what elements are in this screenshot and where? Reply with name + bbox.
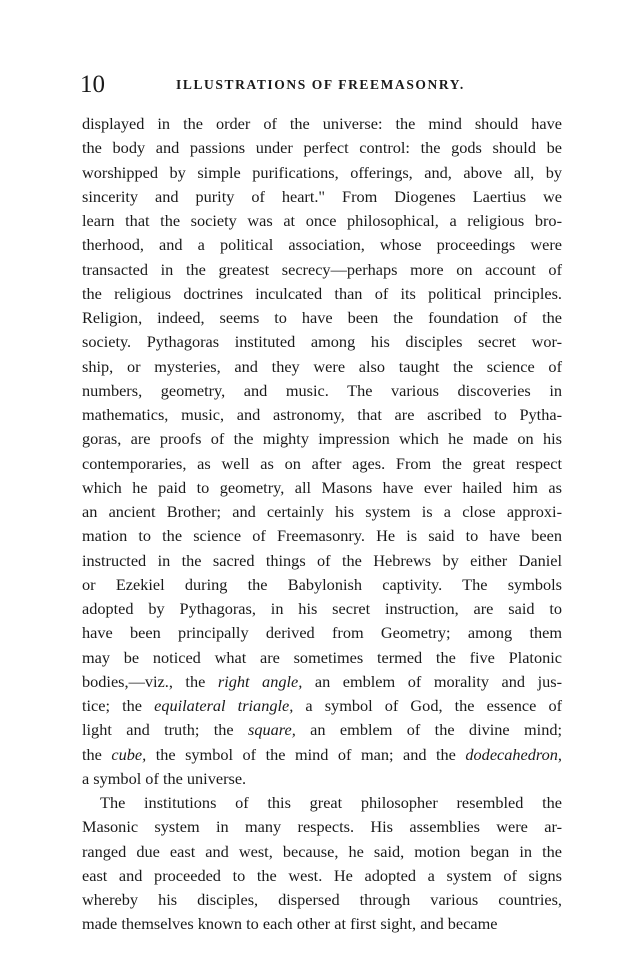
text-segment: worshipped by simple purifications, offerings, and, above all, by bbox=[82, 162, 562, 182]
text-line bbox=[82, 258, 562, 282]
text-segment: Religion, indeed, seems to have been the foundation of the bbox=[82, 308, 562, 327]
text-line bbox=[82, 718, 562, 742]
text-line bbox=[82, 403, 562, 427]
text-line bbox=[82, 330, 562, 354]
text-segment: tice; the bbox=[82, 696, 155, 715]
text-segment: learn that the society was at once philosophical, a religious bro- bbox=[82, 211, 562, 230]
text-segment: the symbol of the mind of man; and the bbox=[146, 744, 466, 764]
page-number: 10 bbox=[80, 71, 105, 98]
text-line bbox=[82, 355, 562, 379]
text-segment: the religious doctrines inculcated than of its political principles. bbox=[82, 283, 562, 303]
text-line bbox=[82, 694, 562, 718]
italic-term: square, bbox=[248, 720, 296, 740]
text-line bbox=[82, 233, 562, 257]
text-line bbox=[82, 621, 562, 645]
running-title: ILLUSTRATIONS OF FREEMASONRY. bbox=[176, 77, 465, 92]
text-segment: an emblem of morality and jus- bbox=[302, 671, 563, 691]
text-segment: ranged due east and west, because, he said, motion began in the bbox=[82, 841, 562, 861]
text-segment: a symbol of God, the essence of bbox=[293, 696, 563, 715]
text-segment: east and proceeded to the west. He adopted a system of signs bbox=[82, 865, 562, 885]
text-line bbox=[82, 670, 562, 694]
text-segment: goras, are proofs of the mighty impression which he made on his bbox=[82, 429, 562, 449]
body-text bbox=[82, 112, 562, 937]
text-line bbox=[82, 427, 562, 451]
text-line bbox=[82, 573, 562, 597]
text-line bbox=[82, 743, 562, 767]
text-line bbox=[82, 840, 562, 864]
text-segment: an emblem of the divine mind; bbox=[295, 720, 562, 740]
text-line bbox=[82, 209, 562, 233]
text-line bbox=[82, 379, 562, 403]
italic-term: right angle, bbox=[217, 671, 303, 691]
text-line bbox=[82, 597, 562, 621]
text-line bbox=[82, 476, 562, 500]
text-segment: have been principally derived from Geometry; among them bbox=[82, 623, 562, 643]
text-segment: made themselves known to each other at first sight, and became bbox=[82, 914, 498, 934]
text-segment: The institutions of this great philosopher resembled the bbox=[100, 793, 562, 812]
text-line bbox=[82, 767, 562, 791]
text-segment: bodies,—viz., the bbox=[82, 671, 218, 691]
text-line bbox=[82, 185, 562, 209]
text-line bbox=[82, 815, 562, 839]
text-segment: contemporaries, as well as on after ages. From the great respect bbox=[82, 453, 562, 473]
text-segment: Masonic system in many respects. His assemblies were ar- bbox=[82, 817, 562, 837]
text-line bbox=[82, 112, 562, 136]
text-segment: light and truth; the bbox=[82, 720, 249, 740]
text-segment: instructed in the sacred things of the Hebrews by either Daniel bbox=[82, 550, 562, 570]
text-segment: mathematics, music, and astronomy, that are ascribed to Pytha- bbox=[82, 405, 562, 424]
text-segment: therhood, and a political association, whose proceedings were bbox=[82, 235, 562, 255]
text-segment: mation to the science of Freemasonry. He is said to have been bbox=[82, 526, 562, 546]
text-segment: sincerity and purity of heart." From Diogenes Laertius we bbox=[82, 186, 562, 206]
text-line bbox=[82, 864, 562, 888]
text-line bbox=[82, 524, 562, 548]
text-line bbox=[82, 888, 562, 912]
text-line bbox=[82, 161, 562, 185]
text-segment: adopted by Pythagoras, in his secret instruction, are said to bbox=[82, 599, 562, 618]
text-line bbox=[82, 136, 562, 160]
text-segment: transacted in the greatest secrecy—perhaps more on account of bbox=[82, 259, 562, 279]
text-segment: society. Pythagoras instituted among his disciples secret wor- bbox=[82, 332, 562, 352]
text-segment: an ancient Brother; and certainly his system is a close approxi- bbox=[82, 502, 562, 521]
text-line bbox=[82, 549, 562, 573]
text-segment: a symbol of the universe. bbox=[82, 768, 247, 788]
text-line bbox=[82, 646, 562, 670]
text-segment: ship, or mysteries, and they were also taught the science of bbox=[82, 356, 562, 376]
text-segment: the body and passions under perfect control: the gods should be bbox=[82, 138, 562, 158]
text-segment: whereby his disciples, dispersed through various countries, bbox=[82, 890, 562, 909]
text-line bbox=[82, 912, 562, 936]
page-header bbox=[80, 70, 564, 100]
text-line bbox=[82, 306, 562, 330]
text-segment: or Ezekiel during the Babylonish captivity. The symbols bbox=[82, 574, 562, 594]
text-segment: numbers, geometry, and music. The various discoveries in bbox=[82, 380, 562, 400]
text-segment: may be noticed what are sometimes termed the five Platonic bbox=[82, 647, 562, 667]
text-line bbox=[82, 282, 562, 306]
text-line bbox=[82, 452, 562, 476]
italic-term: dodecahedron, bbox=[465, 744, 562, 764]
text-segment: which he paid to geometry, all Masons have ever hailed him as bbox=[82, 477, 562, 497]
text-segment: displayed in the order of the universe: the mind should have bbox=[82, 114, 562, 133]
text-line bbox=[82, 791, 562, 815]
italic-term: equilateral triangle, bbox=[154, 696, 294, 715]
text-segment: the bbox=[82, 744, 112, 764]
italic-term: cube, bbox=[111, 744, 147, 764]
text-line bbox=[82, 500, 562, 524]
